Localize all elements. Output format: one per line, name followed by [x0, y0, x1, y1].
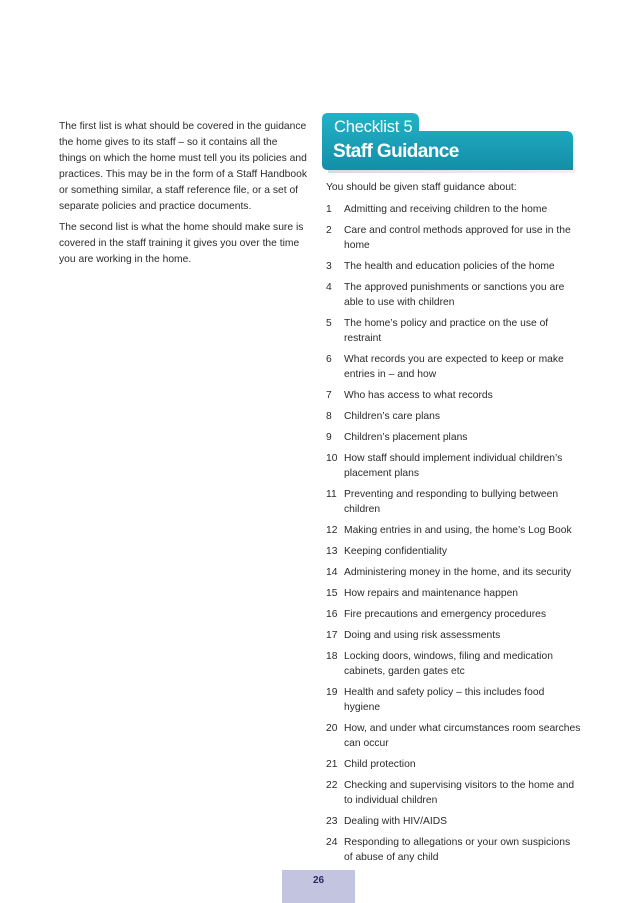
- list-item: [326, 778, 581, 808]
- list-item-number: 21: [326, 759, 338, 770]
- list-item: [326, 757, 581, 772]
- list-item: [326, 721, 581, 751]
- list-item: [326, 544, 581, 559]
- intro-text: [59, 119, 307, 273]
- list-item: [326, 316, 581, 346]
- list-item: [326, 223, 581, 253]
- list-item-text: The health and education policies of the home: [344, 261, 555, 272]
- list-item: [326, 523, 581, 538]
- checklist-title: Staff Guidance: [333, 141, 459, 162]
- list-item-text: Locking doors, windows, filing and medication cabinets, garden gates etc: [344, 651, 553, 677]
- list-item-text: Child protection: [344, 759, 416, 770]
- list-item: [326, 280, 581, 310]
- list-item-text: How staff should implement individual children’s placement plans: [344, 453, 563, 479]
- list-item: [326, 259, 581, 274]
- list-item: [326, 586, 581, 601]
- list-item-number: 11: [326, 489, 337, 500]
- list-item-text: How, and under what circumstances room searches can occur: [344, 723, 581, 749]
- list-item-number: 16: [326, 609, 338, 620]
- checklist-body: [326, 180, 581, 871]
- list-item-number: 8: [326, 411, 332, 422]
- list-item-text: Children’s placement plans: [344, 432, 468, 443]
- list-item-text: The home’s policy and practice on the use of restraint: [344, 318, 549, 344]
- list-item: [326, 565, 581, 580]
- list-item-number: 24: [326, 837, 338, 848]
- checklist-number: Checklist 5: [334, 118, 413, 136]
- list-item: [326, 649, 581, 679]
- list-item-text: Keeping confidentiality: [344, 546, 448, 557]
- list-item-text: Responding to allegations or your own suspicions of abuse of any child: [344, 837, 571, 863]
- list-item-number: 12: [326, 525, 338, 536]
- list-item: [326, 487, 581, 517]
- checklist-intro: You should be given staff guidance about:: [326, 182, 517, 193]
- intro-paragraph-1: The first list is what should be covered in the guidance the home gives to its staff – so it contains all the things on which the home must tell you its policies and practices. This may be in the form of a Staff Handbook or something similar, a staff reference file, or a set of separate policies and practice documents.: [59, 121, 308, 212]
- list-item-number: 15: [326, 588, 338, 599]
- list-item-text: Doing and using risk assessments: [344, 630, 501, 641]
- list-item-number: 4: [326, 282, 332, 293]
- list-item-number: 23: [326, 816, 338, 827]
- checklist-header: [322, 113, 576, 176]
- list-item-text: The approved punishments or sanctions you are able to use with children: [344, 282, 565, 308]
- intro-paragraph-2: The second list is what the home should make sure is covered in the staff training it gives you over the time you are working in the home.: [59, 222, 304, 265]
- list-item-number: 17: [326, 630, 338, 641]
- list-item-text: Making entries in and using, the home’s Log Book: [344, 525, 572, 536]
- list-item-text: Dealing with HIV/AIDS: [344, 816, 448, 827]
- list-item-text: Checking and supervising visitors to the home and to individual children: [344, 780, 575, 806]
- page-number-tab: [282, 870, 355, 903]
- list-item: [326, 388, 581, 403]
- list-item-number: 5: [326, 318, 332, 329]
- list-item-number: 22: [326, 780, 338, 791]
- list-item: [326, 814, 581, 829]
- list-item-number: 14: [326, 567, 338, 578]
- list-item-text: Care and control methods approved for use in the home: [344, 225, 571, 251]
- list-item: [326, 607, 581, 622]
- list-item-text: Health and safety policy – this includes food hygiene: [344, 687, 545, 713]
- list-item-text: Children’s care plans: [344, 411, 440, 422]
- list-item-text: Who has access to what records: [344, 390, 493, 401]
- list-item-text: Administering money in the home, and its security: [344, 567, 572, 578]
- list-item-number: 10: [326, 453, 338, 464]
- list-item: [326, 202, 581, 217]
- list-item: [326, 835, 581, 865]
- list-item-number: 7: [326, 390, 332, 401]
- list-item-number: 9: [326, 432, 332, 443]
- page-number: 26: [312, 875, 325, 886]
- list-item: [326, 685, 581, 715]
- list-item-number: 19: [326, 687, 338, 698]
- list-item-text: Fire precautions and emergency procedures: [344, 609, 547, 620]
- list-item-number: 3: [326, 261, 332, 272]
- list-item: [326, 352, 581, 382]
- list-item-text: Preventing and responding to bullying between children: [344, 489, 559, 515]
- list-item: [326, 628, 581, 643]
- list-item-number: 1: [326, 204, 332, 215]
- list-item: [326, 430, 581, 445]
- list-item-text: How repairs and maintenance happen: [344, 588, 519, 599]
- list-item-number: 2: [326, 225, 332, 236]
- list-item-text: Admitting and receiving children to the home: [344, 204, 548, 215]
- list-item-text: What records you are expected to keep or make entries in – and how: [344, 354, 564, 380]
- guidance-list: [326, 202, 581, 865]
- list-item: [326, 409, 581, 424]
- list-item-number: 18: [326, 651, 338, 662]
- list-item: [326, 451, 581, 481]
- list-item-number: 13: [326, 546, 338, 557]
- list-item-number: 6: [326, 354, 332, 365]
- list-item-number: 20: [326, 723, 338, 734]
